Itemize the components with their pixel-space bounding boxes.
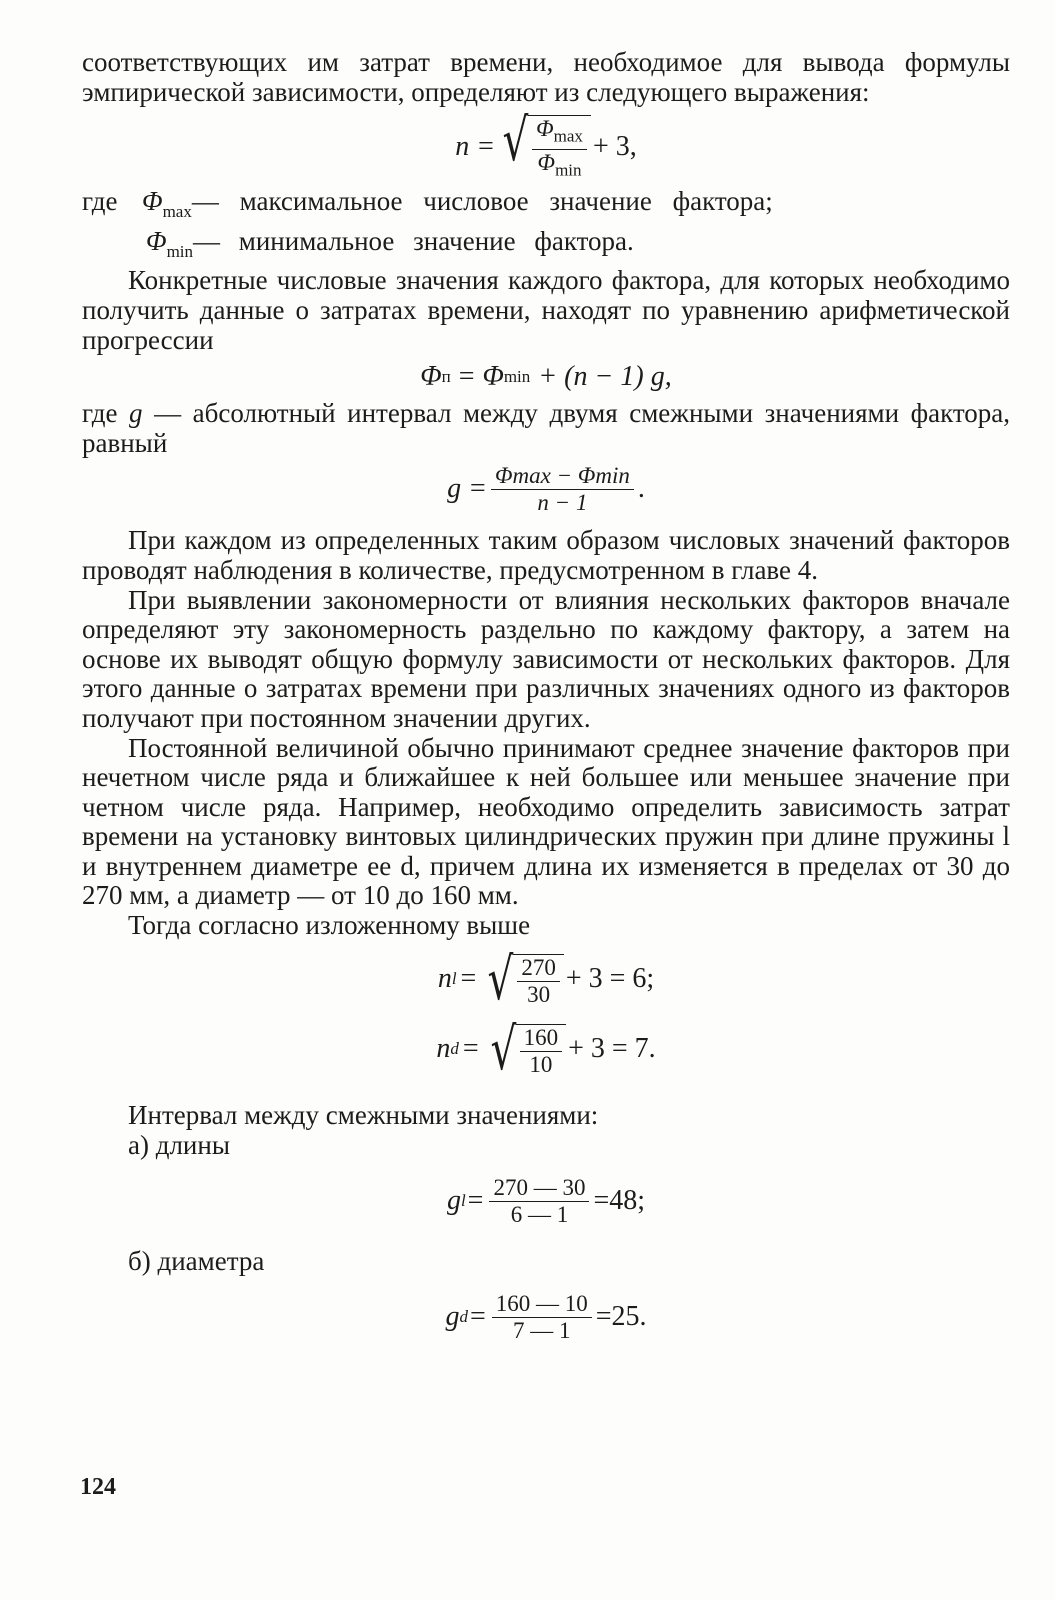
- paragraph-progression: Конкретные числовые значения каждого фактора, для которых необходимо получить данные о затратах времени, находят по уравнению арифметической прогрессии: [82, 265, 1010, 355]
- fraction: [517, 955, 560, 1008]
- subscript: п: [441, 367, 451, 387]
- formula-lhs: n: [437, 962, 452, 994]
- equals-sign: =: [469, 1301, 486, 1333]
- page-body: [82, 48, 1010, 1348]
- fraction: [492, 1291, 592, 1344]
- subscript: l: [460, 1191, 466, 1211]
- item-b: б) диаметра: [128, 1246, 265, 1277]
- phi-symbol: Φ: [420, 361, 442, 393]
- sqrt-sign: √ $\frac{160}{10}$: [485, 1020, 566, 1078]
- equals-sign: =: [462, 1032, 479, 1064]
- subscript: min: [555, 160, 582, 180]
- subscript: d: [459, 1307, 468, 1327]
- paragraph-then: Тогда согласно изложенному выше: [128, 910, 531, 941]
- where-word: где: [82, 186, 118, 217]
- phi-symbol: Φ: [536, 115, 554, 141]
- numerator: 270 — 30: [489, 1175, 589, 1202]
- fraction: [532, 116, 587, 184]
- formula-n: [82, 105, 1010, 181]
- formula-lhs: g =: [447, 473, 488, 505]
- formula-tail: =25.: [595, 1301, 647, 1333]
- paragraph-constant: Постоянной величиной обычно принимают среднее значение факторов при нечетном числе ряда и ближайшее к ней большее или меньшее значение при четном числе ряда. Например, необходимо определить зависимость затрат времени на установку винтовых цилиндрических пружин при длине пружины l и внутреннем диаметре ее d, причем длина их изменяется в пределах от 30 до 270 мм, а диаметр — от 10 до 160 мм.: [82, 732, 1010, 911]
- formula-n-d: [82, 1014, 1010, 1083]
- definition-text: — максимальное числовое значение фактора;: [191, 186, 773, 217]
- denominator: 6 — 1: [510, 1201, 569, 1227]
- denominator: 7 — 1: [513, 1317, 571, 1343]
- phi-symbol: Φ: [482, 361, 504, 393]
- paragraph-intro: соответствующих им затрат времени, необходимое для вывода формулы эмпирической зависимости, определяют из следующего выражения:: [82, 47, 1010, 107]
- sqrt-sign: √ $\frac{270}{30}$: [482, 950, 563, 1008]
- numerator: 270: [517, 955, 560, 982]
- fraction: [491, 463, 634, 516]
- phi-symbol: Φ: [537, 150, 556, 176]
- definition-text: — минимальное значение фактора.: [193, 225, 634, 256]
- paragraph-multifactor: При выявлении закономерности от влияния нескольких факторов вначале определяют эту закономерность раздельно по каждому фактору, а затем на основе их выводят общую формулу зависимости от нескольких факторов. Для этого данные о затратах времени при различных значениях одного из факторов получают при постоянном значении других.: [82, 584, 1010, 733]
- formula-g-l: [82, 1170, 1010, 1232]
- formula-g-d: [82, 1286, 1010, 1348]
- definitions-block: [82, 187, 1010, 266]
- formula-g: [82, 458, 1010, 520]
- definition-g: [82, 399, 1010, 458]
- item-a: а) длины: [128, 1130, 230, 1161]
- equals-sign: =: [460, 962, 477, 994]
- formula-n-l: [82, 944, 1010, 1013]
- formula-tail: .: [637, 473, 645, 505]
- denominator: 10: [529, 1051, 553, 1077]
- subscript: max: [553, 126, 583, 146]
- formula-tail: + 3,: [592, 131, 637, 163]
- subscript: l: [451, 968, 457, 988]
- equals-sign: =: [458, 361, 475, 393]
- formula-tail: + 3 = 7.: [568, 1032, 656, 1064]
- phi-symbol: Φ: [146, 225, 167, 256]
- formula-tail: + (n − 1) g,: [538, 361, 672, 393]
- page-number: 124: [80, 1474, 116, 1500]
- sqrt-sign: √ $\frac{\Phi_{max}}{\Phi_{min}}$: [497, 111, 591, 184]
- fraction: [520, 1025, 563, 1078]
- formula-lhs: g: [446, 1185, 461, 1217]
- formula-lhs: n =: [455, 131, 496, 163]
- denominator: 30: [527, 981, 551, 1007]
- formula-lhs: n: [436, 1032, 451, 1064]
- subscript: d: [450, 1038, 459, 1058]
- subscript: max: [162, 202, 192, 222]
- formula-tail: + 3 = 6;: [565, 962, 655, 994]
- paragraph-observations: При каждом из определенных таким образом числовых значений факторов проводят наблюдения в количестве, предусмотренном в главе 4.: [82, 525, 1010, 585]
- denominator: n − 1: [537, 489, 588, 515]
- numerator: Φmax − Φmin: [491, 463, 634, 490]
- phi-symbol: Φ: [142, 186, 163, 217]
- formula-tail: =48;: [593, 1185, 646, 1217]
- paragraph-interval: Интервал между смежными значениями:: [128, 1099, 599, 1130]
- subscript: min: [166, 241, 194, 261]
- variable-g: g: [129, 398, 143, 429]
- where-word: где: [82, 398, 118, 429]
- formula-lhs: g: [445, 1301, 460, 1333]
- numerator: 160: [520, 1025, 563, 1052]
- formula-phi-n: [82, 355, 1010, 399]
- fraction: [489, 1175, 589, 1228]
- definition-text: — абсолютный интервал между двумя смежными значениями фактора, равный: [82, 398, 1011, 458]
- numerator: 160 — 10: [492, 1291, 592, 1318]
- equals-sign: =: [467, 1185, 484, 1217]
- subscript: min: [503, 367, 531, 387]
